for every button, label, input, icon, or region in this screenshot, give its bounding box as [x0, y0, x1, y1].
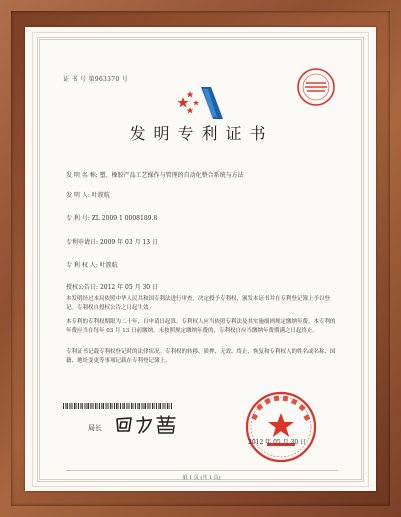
- paragraph-legal-status: 专利证书记载专利权登记时的法律状况。专利权的转移、质押、无效、终止、恢复和专利权人的姓名或名称、国籍、地址变更等事项记载在专利登记簿上。: [66, 349, 336, 364]
- top-right-red-stamp-icon: [296, 67, 336, 107]
- certificate-title: 发明专利证书: [129, 124, 274, 143]
- footer-divider: [66, 470, 338, 471]
- inventor-label: 发 明 人:: [66, 192, 90, 199]
- filing-date-label: 专利申请日:: [66, 239, 99, 246]
- paragraph-term: 本专利的专利权期限为二十年，自申请日起算。专利权人应当依照专利法及其实施细则规定缴纳年费。本专利的年费应当在每年 03 月 13 日前缴纳。未按照规定缴纳年费的，专利权自应当缴纳年费期满之日起终止。: [66, 319, 336, 334]
- patent-holder-label: 专 利 权 人:: [66, 262, 98, 269]
- director-label: 局长: [88, 424, 102, 432]
- grant-date-row: [66, 282, 158, 291]
- filing-date-value: 2009 年 03 月 13 日: [99, 239, 159, 246]
- patent-holder-value: 叶簇航: [99, 262, 118, 269]
- invention-name-value: 塑、橡胶产品工艺操作与管理的自动化整合系统与方法: [99, 172, 244, 179]
- inventor-row: [66, 190, 110, 199]
- patent-office-emblem-icon: [177, 83, 227, 123]
- invention-name-row: [66, 170, 244, 179]
- filing-date-row: [66, 237, 158, 246]
- invention-name-label: 发 明 名 称:: [66, 172, 98, 179]
- official-red-seal-icon: [245, 391, 317, 463]
- patent-number-label: 专 利 号:: [66, 215, 90, 222]
- inventor-value: 叶簇航: [91, 192, 110, 199]
- patent-number-row: [66, 213, 157, 222]
- page-number: 第 1 页 (共 1 页): [182, 475, 221, 481]
- seal-date: 2012 年 05 月 30 日: [248, 439, 307, 446]
- certificate-number: 证 书 号 第963370 号: [63, 76, 129, 83]
- grant-date-label: 授权公告日:: [66, 284, 99, 291]
- patent-holder-row: [66, 260, 118, 269]
- patent-certificate: [32, 32, 369, 487]
- director-signature-icon: [113, 413, 183, 435]
- paragraph-grant: 本发明经过本局依照中华人民共和国专利法进行审查，决定授予专利权，颁发本证书并在专利登记簿上予以登记。专利权自授权公告之日起生效。: [66, 296, 331, 311]
- grant-date-value: 2012 年 05 月 30 日: [99, 284, 159, 291]
- barcode-icon: [63, 403, 173, 409]
- patent-number-value: ZL 2009 1 0008189.8: [91, 215, 158, 222]
